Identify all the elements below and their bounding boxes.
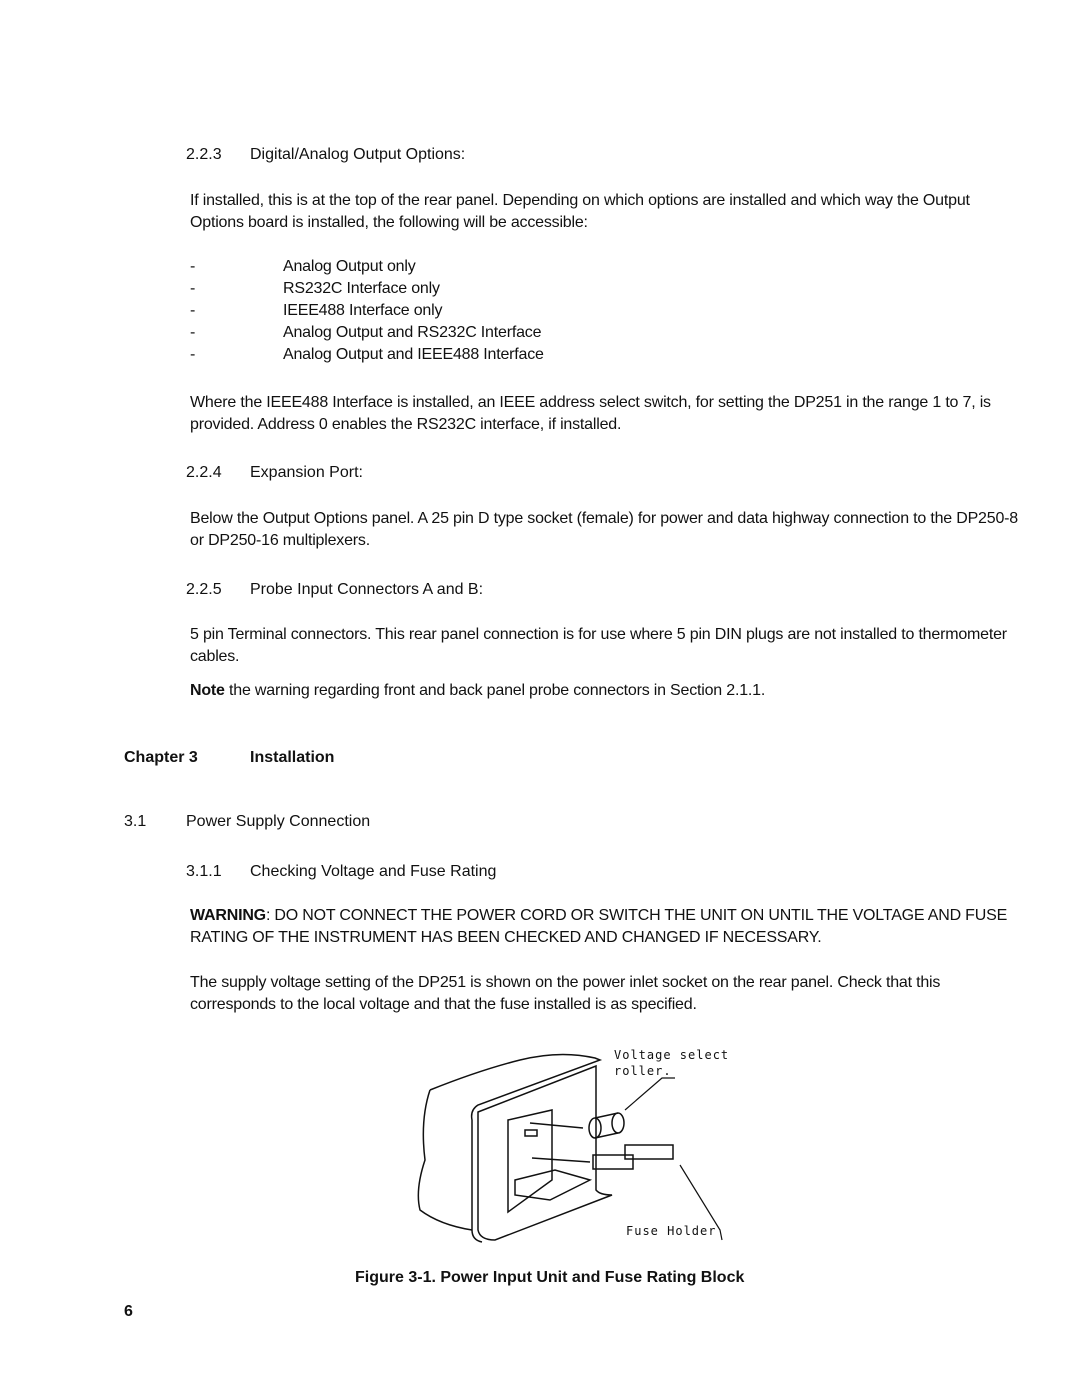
roller-arrow bbox=[530, 1123, 583, 1128]
list-item bbox=[190, 256, 1020, 278]
section-number: 2.2.5 bbox=[186, 581, 222, 598]
item-text: Analog Output and RS232C Interface bbox=[283, 324, 542, 341]
fuse-holder-block-2 bbox=[625, 1145, 673, 1159]
paragraph-probe-connectors: 5 pin Terminal connectors. This rear panel connection is for use where 5 pin DIN plugs are not installed to thermometer cables. bbox=[190, 626, 1007, 665]
options-list bbox=[190, 256, 1020, 366]
section-title: Probe Input Connectors A and B: bbox=[250, 581, 484, 598]
section-title: Power Supply Connection bbox=[186, 813, 371, 830]
warning-lead: WARNING bbox=[190, 907, 266, 924]
note-lead: Note bbox=[190, 682, 225, 699]
section-heading-3-1 bbox=[124, 812, 370, 832]
chapter-title: Installation bbox=[250, 749, 335, 766]
section-heading-2-2-5 bbox=[186, 580, 483, 600]
figure-caption: Figure 3-1. Power Input Unit and Fuse Rating Block bbox=[355, 1269, 745, 1286]
warning-text: : DO NOT CONNECT THE POWER CORD OR SWITCH THE UNIT ON UNTIL THE VOLTAGE AND FUSE RATING OF THE INSTRUMENT HAS BEEN CHECKED AND CHANGED IF NECESSARY. bbox=[190, 907, 1008, 946]
section-number: 3.1.1 bbox=[186, 863, 222, 880]
section-title: Checking Voltage and Fuse Rating bbox=[250, 863, 497, 880]
fuse-arrow bbox=[532, 1158, 590, 1162]
label-roller: roller. bbox=[614, 1064, 672, 1078]
roller-body bbox=[595, 1113, 618, 1138]
list-item bbox=[190, 300, 1020, 322]
fuse-holder-block bbox=[593, 1155, 633, 1169]
dash: - bbox=[190, 346, 196, 363]
chapter-heading bbox=[124, 748, 334, 768]
warning-paragraph bbox=[190, 905, 1020, 949]
section-heading-2-2-3 bbox=[186, 145, 465, 165]
list-item bbox=[190, 344, 1020, 366]
paragraph-supply-voltage: The supply voltage setting of the DP251 is shown on the power inlet socket on the rear panel. Check that this corresponds to the local voltage and that the fuse installed is as specified. bbox=[190, 974, 941, 1013]
page-number: 6 bbox=[124, 1303, 133, 1320]
dash: - bbox=[190, 302, 196, 319]
section-number: 2.2.3 bbox=[186, 146, 222, 163]
item-text: Analog Output only bbox=[283, 258, 416, 275]
note-text: the warning regarding front and back panel probe connectors in Section 2.1.1. bbox=[224, 682, 766, 699]
fuse-slot bbox=[525, 1130, 537, 1136]
list-item bbox=[190, 278, 1020, 300]
housing-side bbox=[418, 1090, 472, 1230]
paragraph-output-options: If installed, this is at the top of the rear panel. Depending on which options are installed and which way the Output Options board is installed, the following will be accessible: bbox=[190, 192, 970, 231]
section-number: 3.1 bbox=[124, 813, 147, 830]
note-paragraph bbox=[190, 680, 1020, 702]
item-text: IEEE488 Interface only bbox=[283, 302, 443, 319]
section-title: Digital/Analog Output Options: bbox=[250, 146, 466, 163]
label-voltage-select: Voltage select bbox=[614, 1048, 730, 1062]
paragraph-ieee: Where the IEEE488 Interface is installed, an IEEE address select switch, for setting the DP251 in the range 1 to 7, is provided. Address 0 enables the RS232C interface, if installed. bbox=[190, 394, 991, 433]
housing-face bbox=[478, 1066, 612, 1240]
section-title: Expansion Port: bbox=[250, 464, 363, 481]
section-number: 2.2.4 bbox=[186, 464, 222, 481]
dash: - bbox=[190, 324, 196, 341]
roller-end bbox=[589, 1118, 601, 1138]
voltage-leader bbox=[625, 1078, 675, 1110]
dash: - bbox=[190, 280, 196, 297]
paragraph-expansion-port: Below the Output Options panel. A 25 pin D type socket (female) for power and data highway connection to the DP250-8 or DP250-16 multiplexers. bbox=[190, 510, 1018, 549]
section-heading-3-1-1 bbox=[186, 862, 496, 882]
housing-outline bbox=[430, 1054, 600, 1242]
item-text: Analog Output and IEEE488 Interface bbox=[283, 346, 544, 363]
section-heading-2-2-4 bbox=[186, 463, 363, 483]
item-text: RS232C Interface only bbox=[283, 280, 440, 297]
list-item bbox=[190, 322, 1020, 344]
dash: - bbox=[190, 258, 196, 275]
label-fuse-holder: Fuse Holder bbox=[626, 1224, 717, 1238]
chapter-label: Chapter 3 bbox=[124, 749, 198, 766]
